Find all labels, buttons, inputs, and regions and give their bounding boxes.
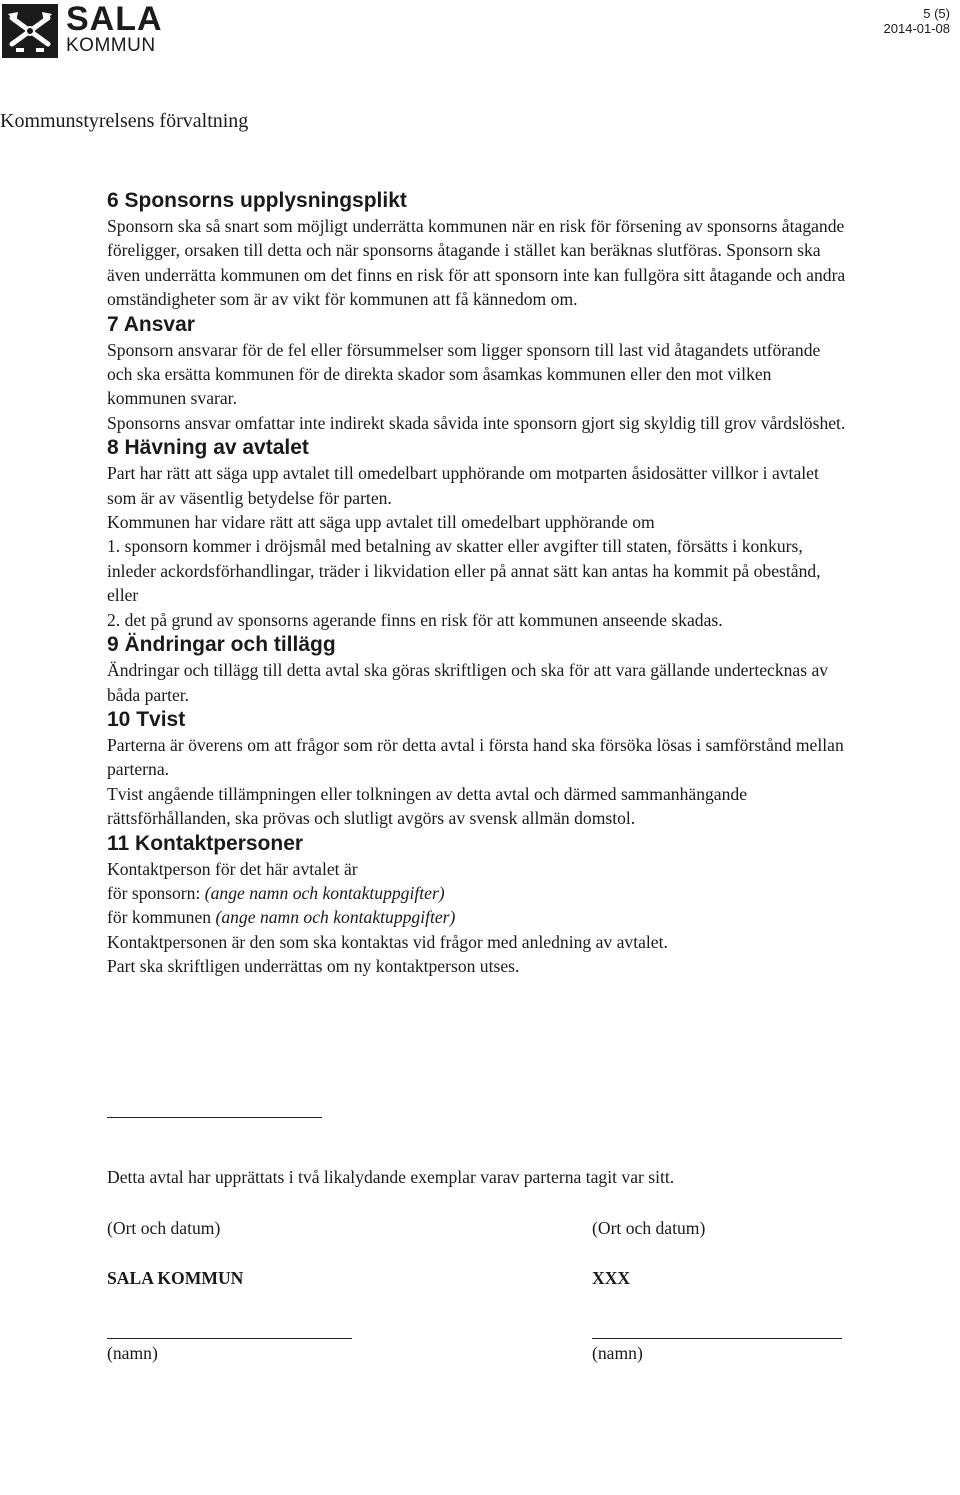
section-11-paragraph-4: Kontaktpersonen är den som ska kontaktas vid frågor med anledning av avtalet.: [107, 931, 668, 952]
right-party-name: XXX: [592, 1268, 631, 1288]
contact-kommun-placeholder: (ange namn och kontaktuppgifter): [215, 907, 456, 928]
left-signature-line: [107, 1338, 352, 1339]
left-place-date: (Ort och datum): [107, 1218, 221, 1238]
section-8-item-1: 1. sponsorn kommer i dröjsmål med betalning av skatter eller avgifter till staten, försätts i konkurs, inleder ackordsförhandlingar, träder i likvidation eller på annat sätt kan antas ha kommit på obestånd, eller: [107, 536, 821, 606]
right-signature-line: [592, 1338, 842, 1339]
section-6-paragraph: Sponsorn ska så snart som möjligt underrätta kommunen när en risk för försening av sponsorns åtagande föreligger, orsaken till detta och när sponsorns åtagande i stället kan beräknas slutföras. Sponsorn ska även underrätta kommunen om det finns en risk för att sponsorn inte kan fullgöra sitt åtagande och andra omständigheter som är av vikt för kommunen att få kännedom om.: [107, 216, 846, 310]
section-11-heading: 11 Kontaktpersoner: [107, 831, 304, 855]
section-10-paragraph-1: Parterna är överens om att frågor som rör detta avtal i första hand ska försöka lösas i samförstånd mellan parterna.: [107, 734, 844, 780]
contact-kommun-label: för kommunen: [107, 907, 216, 928]
sala-kommun-logo-icon: [2, 4, 58, 58]
left-party-name: SALA KOMMUN: [107, 1268, 244, 1288]
section-7-paragraph-2: Sponsorns ansvar omfattar inte indirekt skada såvida inte sponsorn gjort sig skyldig till grov vårdslöshet.: [107, 412, 846, 433]
document-date: 2014-01-08: [883, 21, 950, 36]
section-8-heading: 8 Hävning av avtalet: [107, 436, 309, 460]
section-7-paragraph-1: Sponsorn ansvarar för de fel eller försummelser som ligger sponsorn till last vid åtagandets utförande och ska ersätta kommunen för de direkta skador som åsamkas kommunen eller den mot vilken kommunen svarar.: [107, 339, 821, 409]
section-11-paragraph-5: Part ska skriftligen underrättas om ny kontaktperson utses.: [107, 956, 520, 977]
section-7-heading: 7 Ansvar: [107, 312, 195, 336]
contact-sponsor-label: för sponsorn:: [107, 882, 205, 903]
divider-rule: [107, 1117, 322, 1118]
page-info: [884, 6, 951, 36]
logo-kommun: KOMMUN: [66, 35, 156, 56]
logo-wordmark: [66, 2, 163, 56]
section-10-heading: 10 Tvist: [107, 707, 186, 731]
section-11-paragraph-1: Kontaktperson för det här avtalet är: [107, 858, 358, 879]
logo-sala: SALA: [66, 0, 163, 38]
document-body: [107, 188, 847, 979]
section-9-paragraph: Ändringar och tillägg till detta avtal ska göras skriftligen och ska för att vara gällande undertecknas av båda parter.: [107, 660, 829, 705]
section-9-heading: 9 Ändringar och tillägg: [107, 633, 336, 657]
department-name: Kommunstyrelsens förvaltning: [0, 110, 249, 132]
left-signer-name: (namn): [107, 1343, 158, 1363]
contact-sponsor-line: [107, 881, 847, 905]
section-10-paragraph-2: Tvist angående tillämpningen eller tolkningen av detta avtal och därmed sammanhängande rättsförhållanden, ska prövas och slutligt avgörs av svensk allmän domstol.: [107, 783, 747, 829]
section-8-paragraph-1: Part har rätt att säga upp avtalet till omedelbart upphörande om motparten åsidosätter villkor i avtalet som är av väsentlig betydelse för parten.: [107, 463, 819, 508]
closing-statement: Detta avtal har upprättats i två likalydande exemplar varav parterna tagit var sitt.: [107, 1167, 675, 1187]
contact-kommun-line: [107, 905, 847, 929]
right-signer-name: (namn): [592, 1343, 643, 1363]
page-number: 5 (5): [923, 6, 950, 21]
right-place-date: (Ort och datum): [592, 1218, 706, 1238]
section-8-paragraph-2: Kommunen har vidare rätt att säga upp avtalet till omedelbart upphörande om: [107, 512, 655, 533]
page-header: [0, 0, 960, 70]
contact-sponsor-placeholder: (ange namn och kontaktuppgifter): [204, 882, 445, 903]
section-8-item-2: 2. det på grund av sponsorns agerande finns en risk för att kommunen anseende skadas.: [107, 609, 723, 630]
section-6-heading: 6 Sponsorns upplysningsplikt: [107, 189, 407, 212]
